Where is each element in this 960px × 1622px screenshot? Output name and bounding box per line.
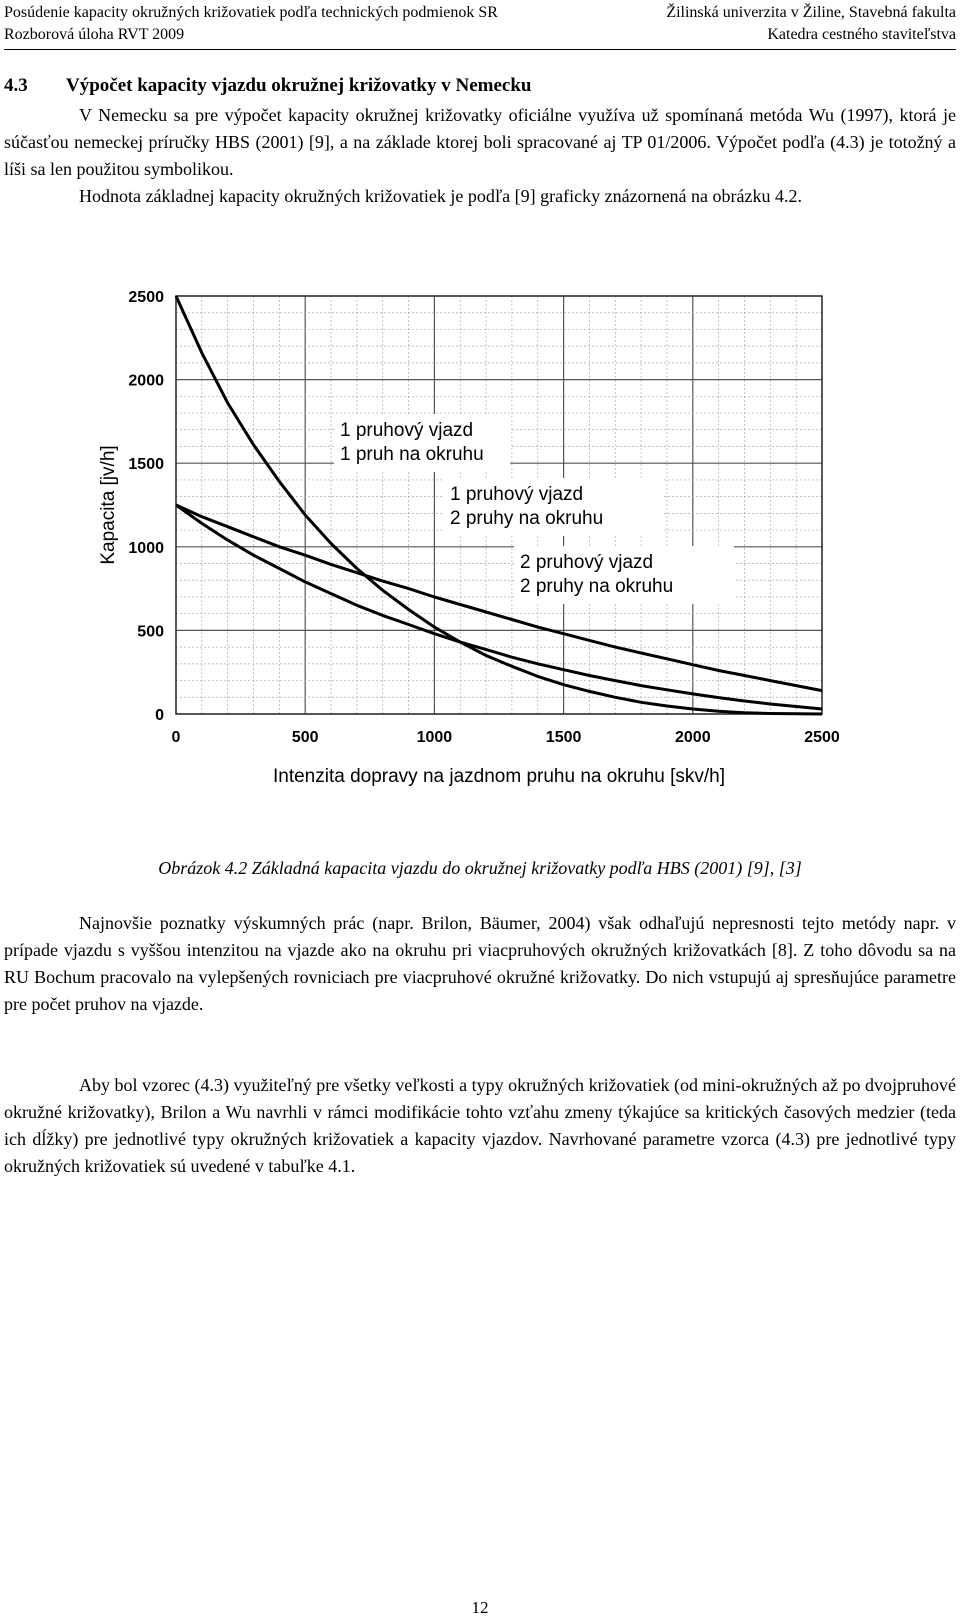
header-left-line2: Rozborová úloha RVT 2009 (4, 26, 185, 43)
legend-label-2: 2 pruhy na okruhu (450, 508, 604, 529)
paragraph-1 (4, 102, 956, 183)
figure-caption: Obrázok 4.2 Základná kapacita vjazdu do okružnej križovatky podľa HBS (2001) [9], [3] (158, 858, 802, 878)
x-axis-label: Intenzita dopravy na jazdnom pruhu na okruhu [skv/h] (272, 766, 726, 787)
paragraph-3 (4, 910, 956, 1018)
header-left (4, 2, 498, 46)
paragraph-4 (4, 1072, 956, 1180)
y-tick-label: 500 (137, 623, 164, 641)
page-header (4, 0, 956, 50)
section-number: 4.3 (4, 75, 28, 96)
capacity-chart (84, 282, 864, 822)
legend-label-1: 1 pruh na okruhu (340, 444, 484, 465)
legend-label-3: 2 pruhy na okruhu (520, 576, 674, 597)
chart-legend (334, 414, 734, 604)
y-axis-label: Kapacita [jv/h] (98, 445, 119, 565)
paragraph-1-text: V Nemecku sa pre výpočet kapacity okružnej križovatky oficiálne využíva už spomínaná metóda Wu (1997), ktorá je súčasťou nemeckej príručky HBS (2001) [9], a na základe ktorej boli spracované aj TP 01/2006. Výpočet podľa (4.3) je totožný a líši sa len použitou symbolikou. (4, 105, 956, 179)
header-right-line2: Katedra cestného staviteľstva (767, 26, 956, 43)
x-tick-label: 1000 (416, 729, 453, 746)
section-title: Výpočet kapacity vjazdu okružnej križovatky v Nemecku (66, 75, 532, 96)
y-tick-label: 2500 (128, 289, 164, 306)
capacity-chart-svg (84, 282, 864, 822)
page-number: 12 (471, 1598, 489, 1617)
header-right (666, 2, 956, 46)
paragraph-3-text: Najnovšie poznatky výskumných prác (napr. Brilon, Bäumer, 2004) však odhaľujú nepresnosti tejto metódy napr. v prípade vjazdu s vyššou intenzitou na vjazde ako na okruhu pri viacpruhových okružných križovatkách [8]. Z toho dôvodu sa na RU Bochum pracovalo na vylepšených rovniciach pre viacpruhové okružné križovatky. Do nich vstupujú aj spresňujúce parametre pre počet pruhov na vjazde. (4, 913, 956, 1014)
legend-label-3: 2 pruhový vjazd (520, 552, 654, 573)
header-right-line1: Žilinská univerzita v Žiline, Stavebná fakulta (666, 4, 956, 21)
x-tick-label: 2500 (804, 729, 840, 746)
y-tick-label: 0 (155, 707, 164, 724)
x-tick-label: 500 (291, 729, 319, 746)
section-heading (4, 74, 956, 98)
y-tick-label: 1000 (128, 539, 164, 557)
y-tick-label: 1500 (128, 456, 164, 474)
legend-label-2: 1 pruhový vjazd (450, 484, 584, 505)
x-tick-label: 1500 (545, 729, 582, 746)
legend-label-1: 1 pruhový vjazd (340, 420, 474, 441)
header-left-line1: Posúdenie kapacity okružných križovatiek podľa technických podmienok SR (4, 4, 498, 21)
paragraph-4-text: Aby bol vzorec (4.3) využiteľný pre všetky veľkosti a typy okružných križovatiek (od mini-okružných až po dvojpruhové okružné križovatky), Brilon a Wu navrhli v rámci modifikácie tohto vzťahu zmeny týkajúce sa kritických časových medzier (teda ich dĺžky) pre jednotlivé typy okružných križovatiek a kapacity vjazdov. Navrhované parametre vzorca (4.3) pre jednotlivé typy okružných križovatiek sú uvedené v tabuľke 4.1. (4, 1075, 956, 1176)
x-tick-label: 0 (171, 729, 181, 746)
y-tick-label: 2000 (128, 372, 164, 390)
paragraph-2-text: Hodnota základnej kapacity okružných križovatiek je podľa [9] graficky znázornená na obrázku 4.2. (79, 186, 803, 206)
paragraph-2 (4, 183, 956, 210)
x-tick-label: 2000 (675, 729, 711, 746)
